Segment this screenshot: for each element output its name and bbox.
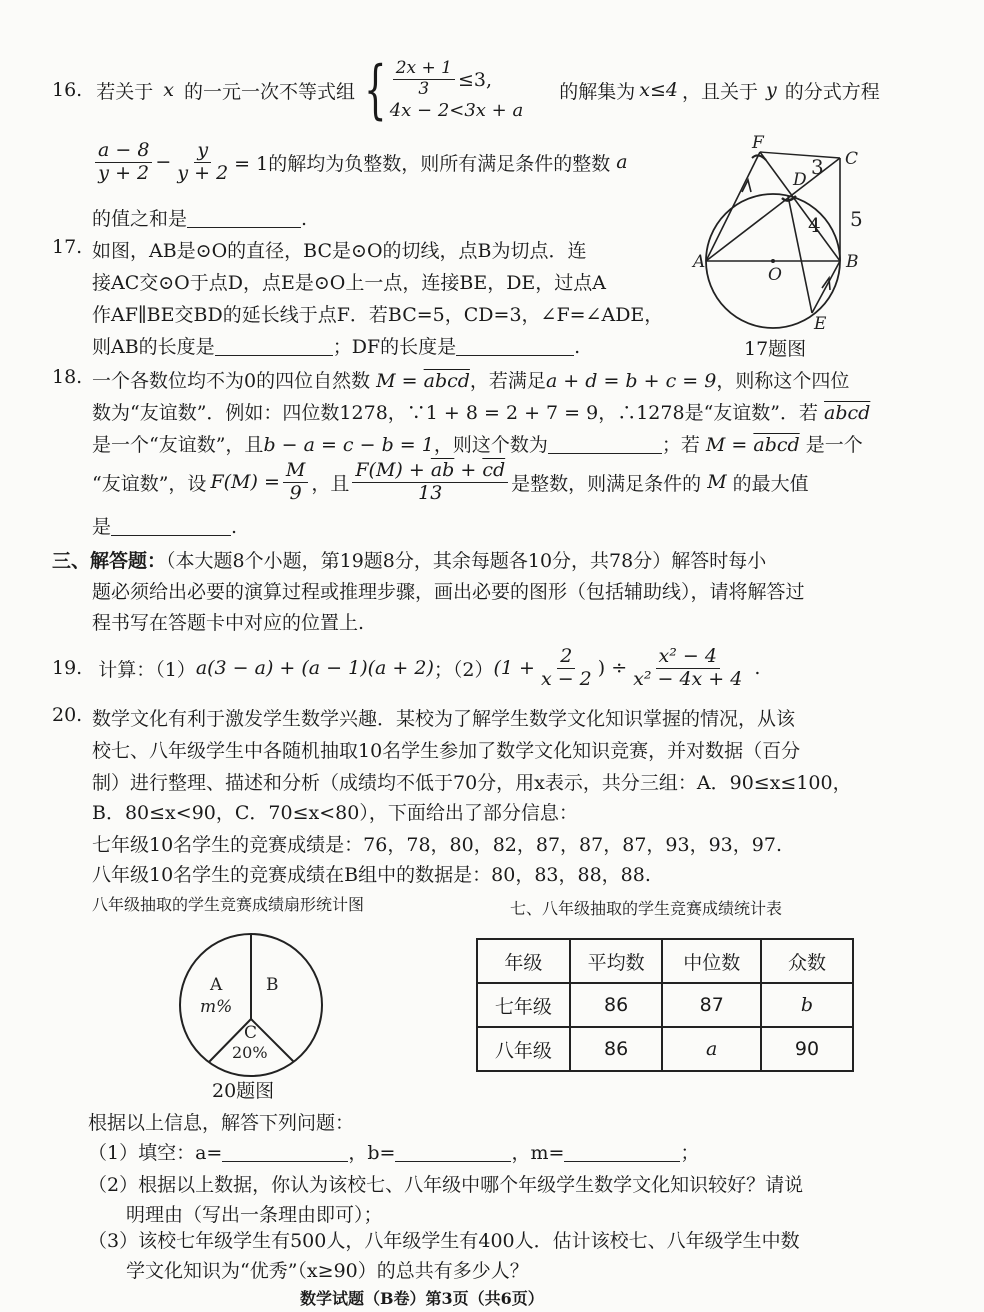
q17-line4: 则AB的长度是 ；DF的长度是 . (92, 336, 581, 358)
answer-blank[interactable] (187, 208, 301, 228)
table-cell: a (662, 1027, 761, 1071)
table-title: 七、八年级抽取的学生竞赛成绩统计表 (510, 899, 783, 918)
q16-var-a: a (616, 151, 628, 174)
q20-number: 20. (52, 704, 83, 726)
q16-text: = 1的解均为负整数，则所有满足条件的整数 (234, 152, 611, 175)
table-cell: b (761, 983, 853, 1027)
q16-text: 若关于 (96, 80, 154, 103)
q17-figure (690, 128, 890, 338)
section-title: 三、解答题： (52, 550, 167, 572)
q18-line3: 是一个“友谊数”，且b − a = c − b = 1，则这个数为 ；若 M = abcd 是一个 (92, 434, 863, 456)
section3-line1: 三、解答题：（本大题8个小题，第19题8分，其余每题各10分，共78分）解答时每小 (52, 550, 767, 572)
q16-ineq2: 4x − 2<3x + a (389, 99, 524, 121)
q20-sub3-line2: 学文化知识为“优秀”（x≥90）的总共有多少人？ (126, 1260, 529, 1282)
q18-line2: 数为“友谊数”．例如：四位数1278，∵1 + 8 = 2 + 7 = 9，∴1278是“友谊数”．若 abcd (92, 402, 871, 424)
q16-line3: 的值之和是 . (92, 208, 308, 230)
page-footer: 数学试题（B卷）第3页（共6页） (300, 1289, 544, 1308)
q20-line5: 七年级10名学生的竞赛成绩是：76，78，80，82，87，87，87，93，93，97. (92, 834, 782, 856)
label-f: F (752, 133, 764, 153)
q16-minus: − (155, 151, 172, 174)
q20-sub1: （1）填空：a= ，b= ，m= ； (88, 1142, 700, 1164)
q18-fraction-2: $\frac{F(M) + \overline{ab} + \overline{cd}}{13}$ (352, 460, 508, 505)
q16-fraction-2: $\frac{y}{y + 2}$ (177, 139, 229, 184)
q18-line5: 是 . (92, 516, 238, 538)
segment-bf (760, 152, 840, 261)
q17-line1: 如图，AB是⊙O的直径，BC是⊙O的切线，点B为切点．连 (92, 240, 587, 262)
q19-number: 19. (52, 657, 83, 680)
pie-caption: 20题图 (212, 1080, 275, 1102)
q16-line2 (92, 140, 628, 185)
q16-solution: x≤4 (639, 79, 678, 101)
q16-text: 的一元一次不等式组 (183, 80, 355, 103)
q18-line1: 一个各数位均不为0的四位自然数 M = abcd，若满足a + d = b + c = 9，则称这个四位 (92, 370, 850, 392)
label-a: A (693, 252, 706, 272)
label-b: B (846, 252, 859, 272)
segment-af (706, 152, 760, 261)
pie-label-c: C (244, 1023, 258, 1043)
label-e: E (814, 314, 827, 334)
label-o: O (768, 265, 782, 285)
section3-line2: 题必须给出必要的演算过程或推理步骤，画出必要的图形（包括辅助线），请将解答过 (92, 581, 805, 603)
pie-value-a: m% (200, 997, 233, 1017)
pie-value-c: 20% (232, 1043, 268, 1062)
q18-fraction-1: $\frac{M}{9}$ (283, 460, 308, 505)
q16-text: 的分式方程 (784, 80, 880, 103)
q16-var-x: x (163, 79, 174, 101)
table-header: 中位数 (662, 939, 761, 983)
q16-var-y: y (765, 79, 777, 101)
q16-text: 的解集为 (559, 80, 636, 103)
point-o (771, 259, 775, 263)
q20-line2: 校七、八年级学生中各随机抽取10名学生参加了数学文化知识竞赛，并对数据（百分 (92, 740, 801, 762)
q16-fraction-1: $\frac{a - 8}{y + 2}$ (95, 140, 152, 185)
segment-fc (760, 152, 840, 158)
answer-blank[interactable] (222, 1142, 348, 1162)
table-cell: 87 (662, 983, 761, 1027)
pie-label-b: B (266, 975, 279, 995)
table-header: 平均数 (570, 939, 663, 983)
answer-blank[interactable] (395, 1142, 511, 1162)
q20-line3: 制）进行整理、描述和分析（成绩均不低于70分，用x表示，共分三组：A．90≤x≤100， (92, 772, 852, 794)
q17-number: 17. (52, 236, 83, 258)
q18-line4: “友谊数”，设 F(M) = $\frac{M}{9}$ ，且 $\frac{F(M) + \overline{ab} + \overline{cd}}{13}$ 是整数，则满足条件的 M 的最大值 (92, 459, 809, 504)
answer-blank[interactable] (111, 516, 231, 536)
q19-fraction-1: $\frac{2}{x - 2}$ (540, 645, 592, 690)
section3-line3: 程书写在答题卡中对应的位置上. (92, 612, 365, 634)
q17-figure-caption: 17题图 (744, 338, 807, 360)
q20-line1: 数学文化有利于激发学生数学兴趣．某校为了解学生数学文化知识掌握的情况，从该 (92, 708, 796, 730)
answer-blank[interactable] (456, 336, 574, 356)
label-d: D (793, 170, 807, 190)
q16-ineq1-rhs: ≤3, (457, 68, 493, 91)
answer-blank[interactable] (564, 1142, 680, 1162)
handwritten-note: 3 (811, 155, 824, 179)
answer-blank[interactable] (548, 434, 662, 454)
table-cell: 八年级 (477, 1027, 570, 1071)
handwritten-note: 4 (808, 213, 821, 237)
table-cell: 90 (761, 1027, 853, 1071)
q16-number: 16. (52, 79, 83, 101)
q16-inequality-system (390, 59, 524, 120)
q20-line6: 八年级10名学生的竞赛成绩在B组中的数据是：80，83，88，88. (92, 864, 651, 886)
q19-expr1: a(3 − a) + (a − 1)(a + 2) (195, 657, 434, 680)
label-c: C (845, 149, 859, 169)
pie-label-a: A (210, 975, 223, 995)
table-header: 众数 (761, 939, 853, 983)
q19-line: 19. 计算：（1） a(3 − a) + (a − 1)(a + 2) ；（2） (1 + $\frac{2}{x - 2}$ ) ÷ $\frac{\text{x² − 4}}{\text{x² − 4x + 4}}$ . (52, 645, 761, 690)
q20-sub3-line1: （3）该校七年级学生有500人，八年级学生有400人．估计该校七、八年级学生中数 (88, 1230, 800, 1252)
pie-chart (176, 930, 326, 1080)
table-cell: 七年级 (477, 983, 570, 1027)
q18-number: 18. (52, 366, 83, 388)
segment-be (812, 261, 840, 313)
q20-sub2-line2: 明理由（写出一条理由即可）； (126, 1204, 383, 1226)
q16-fraction: $\frac{2x + 1}{3}$ (393, 59, 455, 99)
table-cell: 86 (570, 1027, 663, 1071)
q17-line3: 作AF∥BE交BD的延长线于点F．若BC=5，CD=3，∠F=∠ADE， (92, 304, 664, 326)
q16-text: ，且关于 (681, 80, 758, 103)
table-row (477, 1027, 853, 1071)
table-header: 年级 (477, 939, 570, 983)
q17-line2: 接AC交⊙O于点D，点E是⊙O上一点，连接BE，DE，过点A (92, 272, 607, 294)
pie-chart-title: 八年级抽取的学生竞赛成绩扇形统计图 (92, 895, 365, 914)
brace-icon: { (364, 53, 387, 127)
handwritten-note: 5 (850, 207, 863, 231)
q20-sub2-line1: （2）根据以上数据，你认为该校七、八年级中哪个年级学生数学文化知识较好？请说 (88, 1174, 804, 1196)
q16-line1 (52, 50, 880, 130)
stats-table (476, 938, 854, 1072)
table-row (477, 983, 853, 1027)
table-cell: 86 (570, 983, 663, 1027)
q20-line4: B．80≤x<90，C．70≤x<80），下面给出了部分信息： (92, 802, 578, 824)
table-header-row (477, 939, 853, 983)
answer-blank[interactable] (215, 336, 333, 356)
q20-intro: 根据以上信息，解答下列问题： (88, 1112, 355, 1134)
q19-fraction-2: $\frac{\text{x² − 4}}{\text{x² − 4x + 4}}$ (633, 645, 743, 690)
